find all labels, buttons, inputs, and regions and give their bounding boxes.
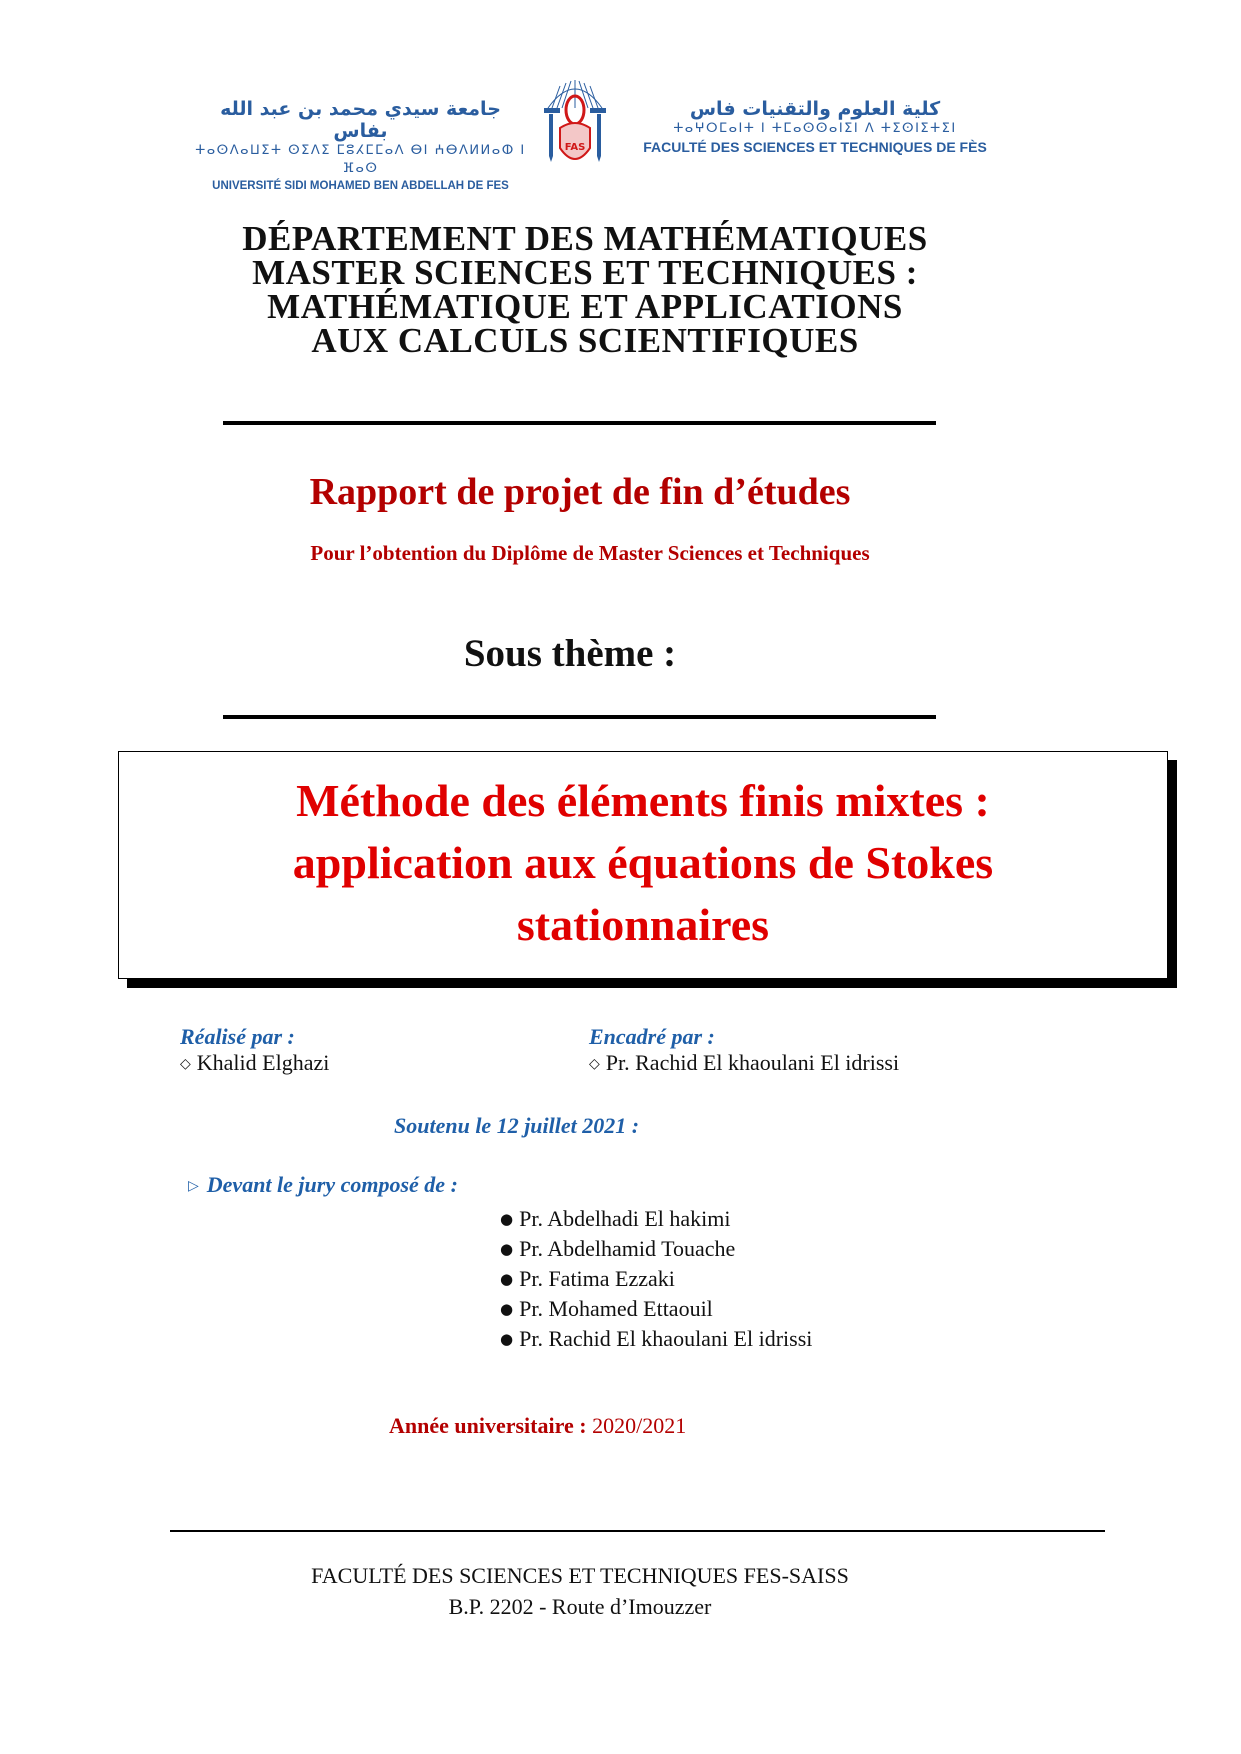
thesis-title-box [118, 751, 1168, 979]
faculty-name-french: FACULTÉ DES SCIENCES ET TECHNIQUES DE FÈS [643, 139, 987, 155]
department-line: DÉPARTEMENT DES MATHÉMATIQUES [242, 219, 928, 258]
jury-member-name: Pr. Rachid El khaoulani El idrissi [519, 1326, 813, 1351]
bullet-icon: ● [500, 1270, 514, 1288]
jury-member [500, 1264, 812, 1294]
university-name-arabic: جامعة سيدي محمد بن عبد الله بفاس [220, 98, 501, 142]
faculty-logo-text [630, 98, 1000, 156]
thesis-title-line: stationnaires [516, 899, 770, 950]
thesis-title-line: Méthode des éléments finis mixtes : [296, 775, 990, 826]
department-line: MASTER SCIENCES ET TECHNIQUES : [252, 253, 918, 292]
footer-postal: B.P. 2202 - Route d’Imouzzer [448, 1594, 712, 1619]
svg-text:FAS: FAS [564, 142, 586, 153]
defense-date: Soutenu le 12 juillet 2021 : [394, 1113, 640, 1138]
jury-member-name: Pr. Fatima Ezzaki [519, 1266, 675, 1291]
jury-member-name: Pr. Abdelhamid Touache [519, 1236, 736, 1261]
supervisor-name: Pr. Rachid El khaoulani El idrissi [605, 1050, 900, 1075]
triangle-right-icon: ▷ [188, 1178, 199, 1194]
realise-label: Réalisé par : [180, 1024, 295, 1049]
author-name: Khalid Elghazi [196, 1050, 330, 1075]
department-heading [0, 219, 1170, 360]
jury-member [500, 1294, 812, 1324]
footer-address [0, 1560, 1160, 1622]
academic-year [389, 1413, 686, 1439]
jury-member [500, 1204, 812, 1234]
bullet-icon: ● [500, 1330, 514, 1348]
footer-institution: FACULTÉ DES SCIENCES ET TECHNIQUES FES-SAISS [311, 1563, 849, 1588]
university-logo-text [193, 98, 528, 194]
faculty-name-arabic: كلية العلوم والتقنيات فاس [689, 98, 941, 120]
jury-member [500, 1324, 812, 1354]
jury-member [500, 1234, 812, 1264]
encadre-label: Encadré par : [589, 1024, 715, 1049]
report-title: Rapport de projet de fin d’études [309, 471, 851, 513]
author-name-row [180, 1050, 329, 1076]
jury-heading [188, 1172, 458, 1198]
jury-member-name: Pr. Abdelhadi El hakimi [519, 1206, 731, 1231]
diamond-bullet-icon: ◇ [589, 1056, 600, 1072]
university-name-french: UNIVERSITÉ SIDI MOHAMED BEN ABDELLAH DE FES [212, 180, 509, 192]
bullet-icon: ● [500, 1210, 514, 1228]
bullet-icon: ● [500, 1300, 514, 1318]
university-name-tifinagh: ⵜⴰⵙⴷⴰⵡⵉⵜ ⵙⵉⴷⵉ ⵎⵓⵃⵎⵎⴰⴷ ⴱⵏ ⵄⴱⴷⵍⵍⴰⵀ ⵏ ⴼⴰⵙ [195, 143, 526, 176]
university-crest-icon [540, 78, 610, 172]
supervisor-section [589, 1024, 899, 1076]
academic-year-label: Année universitaire : [389, 1413, 587, 1438]
bullet-icon: ● [500, 1240, 514, 1258]
supervisor-name-row [589, 1050, 899, 1076]
jury-label: Devant le jury composé de : [206, 1172, 458, 1197]
report-subtitle: Pour l’obtention du Diplôme de Master Sciences et Techniques [310, 541, 870, 565]
top-divider [223, 421, 936, 425]
jury-member-name: Pr. Mohamed Ettaouil [519, 1296, 713, 1321]
theme-label: Sous thème : [463, 632, 677, 675]
theme-divider [223, 715, 936, 719]
department-line: AUX CALCULS SCIENTIFIQUES [311, 321, 859, 360]
thesis-title [119, 770, 1167, 956]
author-section [180, 1024, 329, 1076]
thesis-title-line: application aux équations de Stokes [292, 837, 994, 888]
academic-year-value: 2020/2021 [592, 1413, 687, 1438]
jury-list [500, 1204, 812, 1354]
department-line: MATHÉMATIQUE ET APPLICATIONS [267, 287, 903, 326]
footer-divider [170, 1530, 1105, 1532]
faculty-name-tifinagh: ⵜⴰⵖⵔⵎⴰⵏⵜ ⵏ ⵜⵎⴰⵙⵙⴰⵏⵉⵏ ⴷ ⵜⵉⵙⵏⵉⵜⵉⵏ [673, 121, 957, 136]
diamond-bullet-icon: ◇ [180, 1056, 191, 1072]
